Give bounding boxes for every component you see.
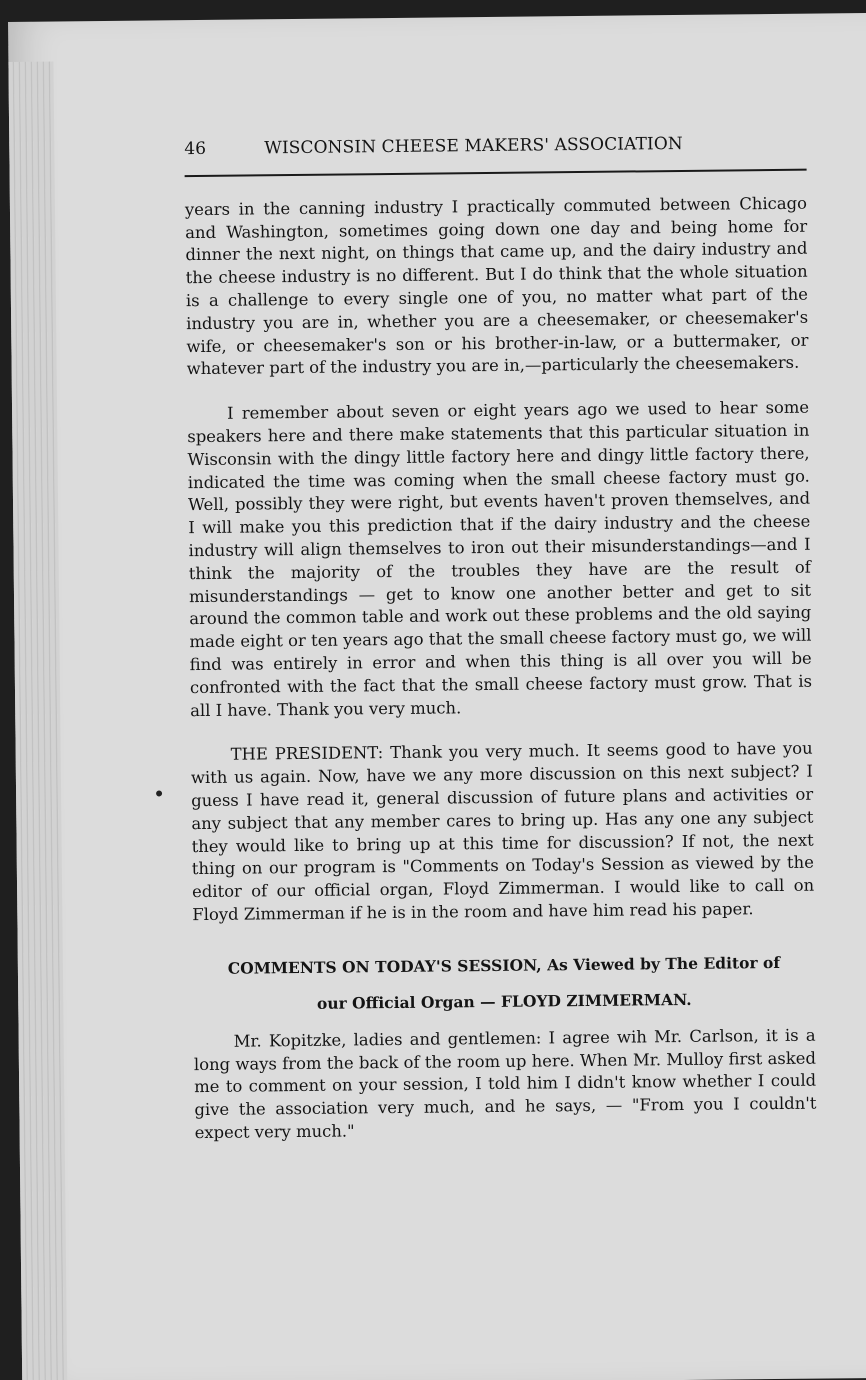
running-header (184, 132, 806, 177)
journal-title: WISCONSIN CHEESE MAKERS' ASSOCIATION (264, 133, 683, 159)
paragraph-2: I remember about seven or eight years ago we used to hear some speakers here and there make statements that this particular situation in Wisconsin with the dingy little factory here and dingy little factory there, indicated the time was coming when the small cheese factory must go. Well, possibly they were right, but events haven't proven themselves, and I will make you this prediction that if the dairy industry and the cheese industry will align themselves to iron out their misunderstandings—and I think the majority of the troubles they have are the result of misunderstandings — get to know one another better and get to sit around the common table and work out these problems and the old saying made eight or ten years ago that the small cheese factory must go, we will find was entirely in error and when this thing is all over you will be confronted with the fact that the small cheese factory must grow. That is all I have. Thank you very much. (187, 397, 813, 720)
section-heading-line-2: our Official Organ — FLOYD ZIMMERMAN. (316, 989, 692, 1013)
paragraph-3: THE PRESIDENT: Thank you very much. It seems good to have you with us again. Now, have we any more discussion on this next subject? I guess I have read it, general discussion of future plans and activities or any subject that any member cares to bring up. Has any one any subject they would like to bring up at this time for discussion? If not, the next thing on our program is "Comments on Today's Session as viewed by the editor of our official organ, Floyd Zimmerman. I would like to call on Floyd Zimmerman if he is in the room and have him read his paper. (190, 738, 815, 925)
page-content (184, 132, 817, 1145)
book-page (8, 13, 866, 1380)
paragraph-1: years in the canning industry I practically commuted between Chicago and Washington, sometimes going down one day and being home for dinner the next night, on things that came up, and the dairy industry and the cheese industry is no different. But I do think that the whole situation is a challenge to every single one of you, no matter what part of the industry you are in, whether you are a cheesemaker, or cheesemaker's wife, or cheesemaker's son or his brother-in-law, or a buttermaker, or whatever part of the industry you are in,—particularly the cheesemakers. (184, 193, 809, 379)
page-edge-stack (8, 62, 67, 1380)
margin-ink-dot (156, 790, 162, 796)
section-heading-line-1: COMMENTS ON TODAY'S SESSION, As Viewed by The Editor of (227, 952, 781, 978)
paragraph-4: Mr. Kopitzke, ladies and gentlemen: I agree wih Mr. Carlson, it is a long ways from the back of the room up here. When Mr. Mulloy first asked me to comment on your session, I told him I didn't know whether I could give the association very much, and he says, — "From you I couldn't expect very much." (193, 1025, 817, 1142)
section-heading (193, 944, 816, 1023)
page-number: 46 (184, 138, 207, 160)
